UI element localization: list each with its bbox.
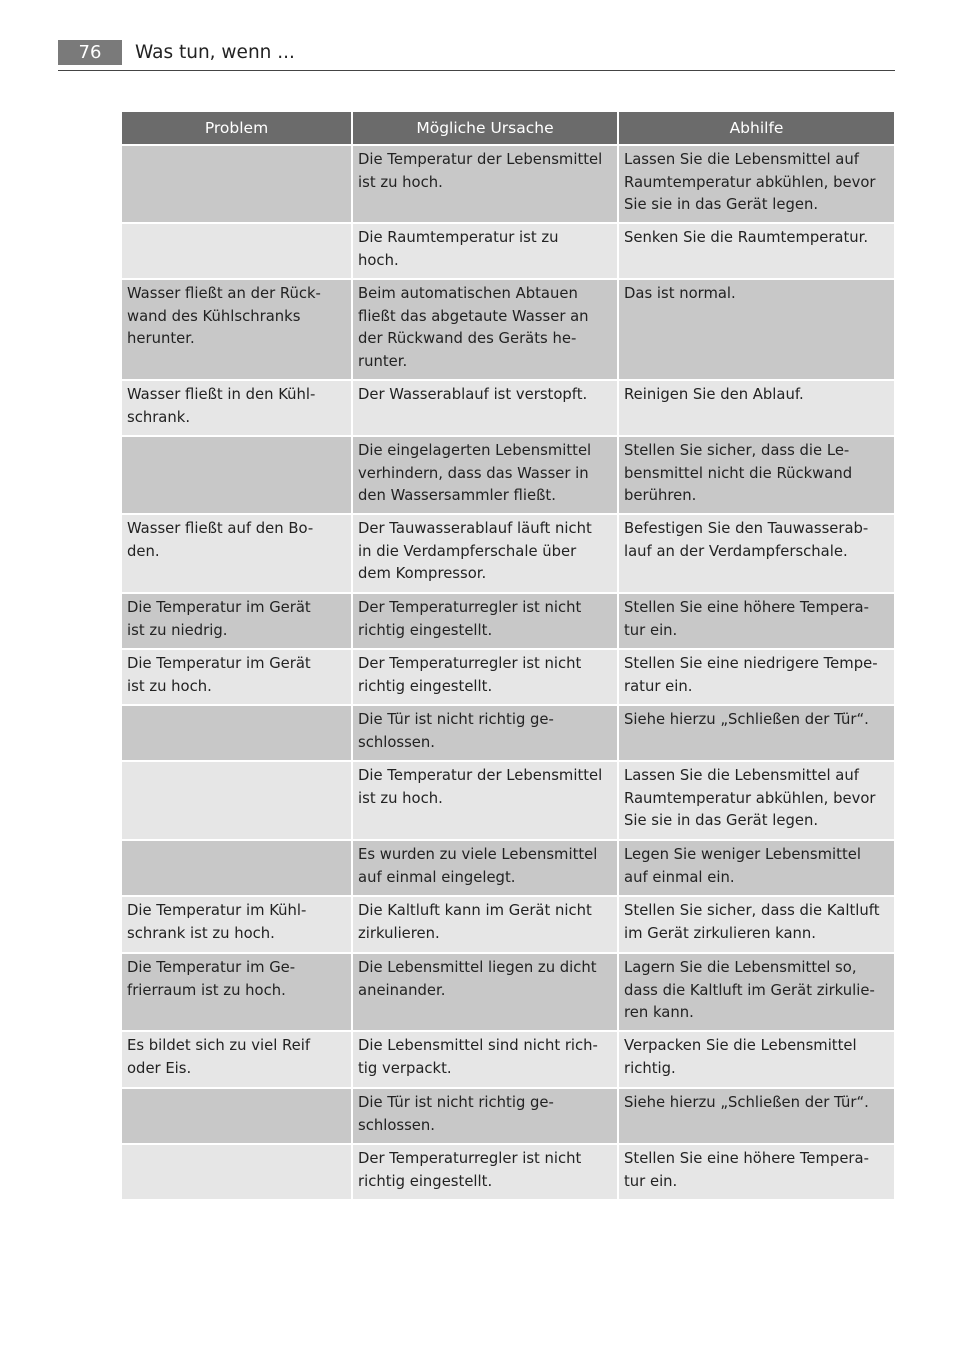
remedy-cell: Befestigen Sie den Tauwasserab- lauf an der Verdampferschale.: [619, 515, 894, 592]
table-row: [122, 224, 894, 278]
page-number: 76: [58, 40, 122, 65]
chapter-title: Was tun, wenn ...: [135, 42, 295, 63]
problem-cell: [122, 437, 351, 513]
cause-cell: Die Kaltluft kann im Gerät nicht zirkulieren.: [353, 897, 617, 952]
cause-cell: Die Temperatur der Lebensmittel ist zu hoch.: [353, 762, 617, 839]
problem-cell: Die Temperatur im Gerät ist zu niedrig.: [122, 594, 351, 648]
table-row: [122, 381, 894, 435]
cause-cell: Die Temperatur der Lebensmittel ist zu hoch.: [353, 146, 617, 222]
problem-cell: [122, 706, 351, 760]
problem-cell: [122, 1089, 351, 1143]
problem-cell: Es bildet sich zu viel Reif oder Eis.: [122, 1032, 351, 1087]
table-header-row: [122, 112, 894, 144]
problem-cell: [122, 1145, 351, 1199]
table-row: [122, 437, 894, 513]
remedy-cell: Verpacken Sie die Lebensmittel richtig.: [619, 1032, 894, 1087]
remedy-cell: Stellen Sie eine niedrigere Tempe- ratur ein.: [619, 650, 894, 704]
remedy-cell: Siehe hierzu „Schließen der Tür“.: [619, 706, 894, 760]
problem-cell: Die Temperatur im Ge- frierraum ist zu hoch.: [122, 954, 351, 1030]
remedy-cell: Lagern Sie die Lebensmittel so, dass die Kaltluft im Gerät zirkulie- ren kann.: [619, 954, 894, 1030]
cause-cell: Die Lebensmittel sind nicht rich- tig verpackt.: [353, 1032, 617, 1087]
table-row: [122, 1032, 894, 1087]
table-row: [122, 762, 894, 839]
problem-cell: Wasser fließt in den Kühl- schrank.: [122, 381, 351, 435]
cause-cell: Die eingelagerten Lebensmittel verhindern, dass das Wasser in den Wassersammler fließt.: [353, 437, 617, 513]
table-row: [122, 594, 894, 648]
remedy-cell: Stellen Sie sicher, dass die Le- bensmittel nicht die Rückwand berühren.: [619, 437, 894, 513]
problem-cell: [122, 146, 351, 222]
cause-cell: Der Tauwasserablauf läuft nicht in die Verdampferschale über dem Kompressor.: [353, 515, 617, 592]
troubleshooting-table: [122, 112, 894, 1199]
table-row: [122, 954, 894, 1030]
problem-cell: Die Temperatur im Gerät ist zu hoch.: [122, 650, 351, 704]
remedy-cell: Lassen Sie die Lebensmittel auf Raumtemperatur abkühlen, bevor Sie sie in das Gerät legen.: [619, 762, 894, 839]
remedy-cell: Siehe hierzu „Schließen der Tür“.: [619, 1089, 894, 1143]
column-header-remedy: Abhilfe: [619, 112, 894, 144]
table-row: [122, 897, 894, 952]
remedy-cell: Lassen Sie die Lebensmittel auf Raumtemperatur abkühlen, bevor Sie sie in das Gerät legen.: [619, 146, 894, 222]
problem-cell: [122, 224, 351, 278]
page-header: [58, 40, 895, 72]
cause-cell: Die Tür ist nicht richtig ge- schlossen.: [353, 1089, 617, 1143]
cause-cell: Beim automatischen Abtauen fließt das abgetaute Wasser an der Rückwand des Geräts he- runter.: [353, 280, 617, 379]
cause-cell: Die Lebensmittel liegen zu dicht aneinander.: [353, 954, 617, 1030]
column-header-cause: Mögliche Ursache: [353, 112, 617, 144]
problem-cell: Wasser fließt auf den Bo- den.: [122, 515, 351, 592]
cause-cell: Der Temperaturregler ist nicht richtig eingestellt.: [353, 650, 617, 704]
cause-cell: Die Raumtemperatur ist zu hoch.: [353, 224, 617, 278]
table-row: [122, 1145, 894, 1199]
remedy-cell: Stellen Sie eine höhere Tempera- tur ein.: [619, 594, 894, 648]
column-header-problem: Problem: [122, 112, 351, 144]
table-row: [122, 515, 894, 592]
remedy-cell: Stellen Sie eine höhere Tempera- tur ein.: [619, 1145, 894, 1199]
remedy-cell: Senken Sie die Raumtemperatur.: [619, 224, 894, 278]
table-row: [122, 146, 894, 222]
table-row: [122, 706, 894, 760]
header-rule: [58, 70, 895, 71]
cause-cell: Die Tür ist nicht richtig ge- schlossen.: [353, 706, 617, 760]
remedy-cell: Legen Sie weniger Lebensmittel auf einmal ein.: [619, 841, 894, 895]
cause-cell: Der Wasserablauf ist verstopft.: [353, 381, 617, 435]
remedy-cell: Das ist normal.: [619, 280, 894, 379]
table-row: [122, 841, 894, 895]
remedy-cell: Stellen Sie sicher, dass die Kaltluft im Gerät zirkulieren kann.: [619, 897, 894, 952]
cause-cell: Der Temperaturregler ist nicht richtig eingestellt.: [353, 594, 617, 648]
cause-cell: Es wurden zu viele Lebensmittel auf einmal eingelegt.: [353, 841, 617, 895]
table-row: [122, 1089, 894, 1143]
problem-cell: Wasser fließt an der Rück- wand des Kühlschranks herunter.: [122, 280, 351, 379]
table-row: [122, 280, 894, 379]
table-row: [122, 650, 894, 704]
problem-cell: [122, 762, 351, 839]
problem-cell: Die Temperatur im Kühl- schrank ist zu hoch.: [122, 897, 351, 952]
problem-cell: [122, 841, 351, 895]
remedy-cell: Reinigen Sie den Ablauf.: [619, 381, 894, 435]
cause-cell: Der Temperaturregler ist nicht richtig eingestellt.: [353, 1145, 617, 1199]
